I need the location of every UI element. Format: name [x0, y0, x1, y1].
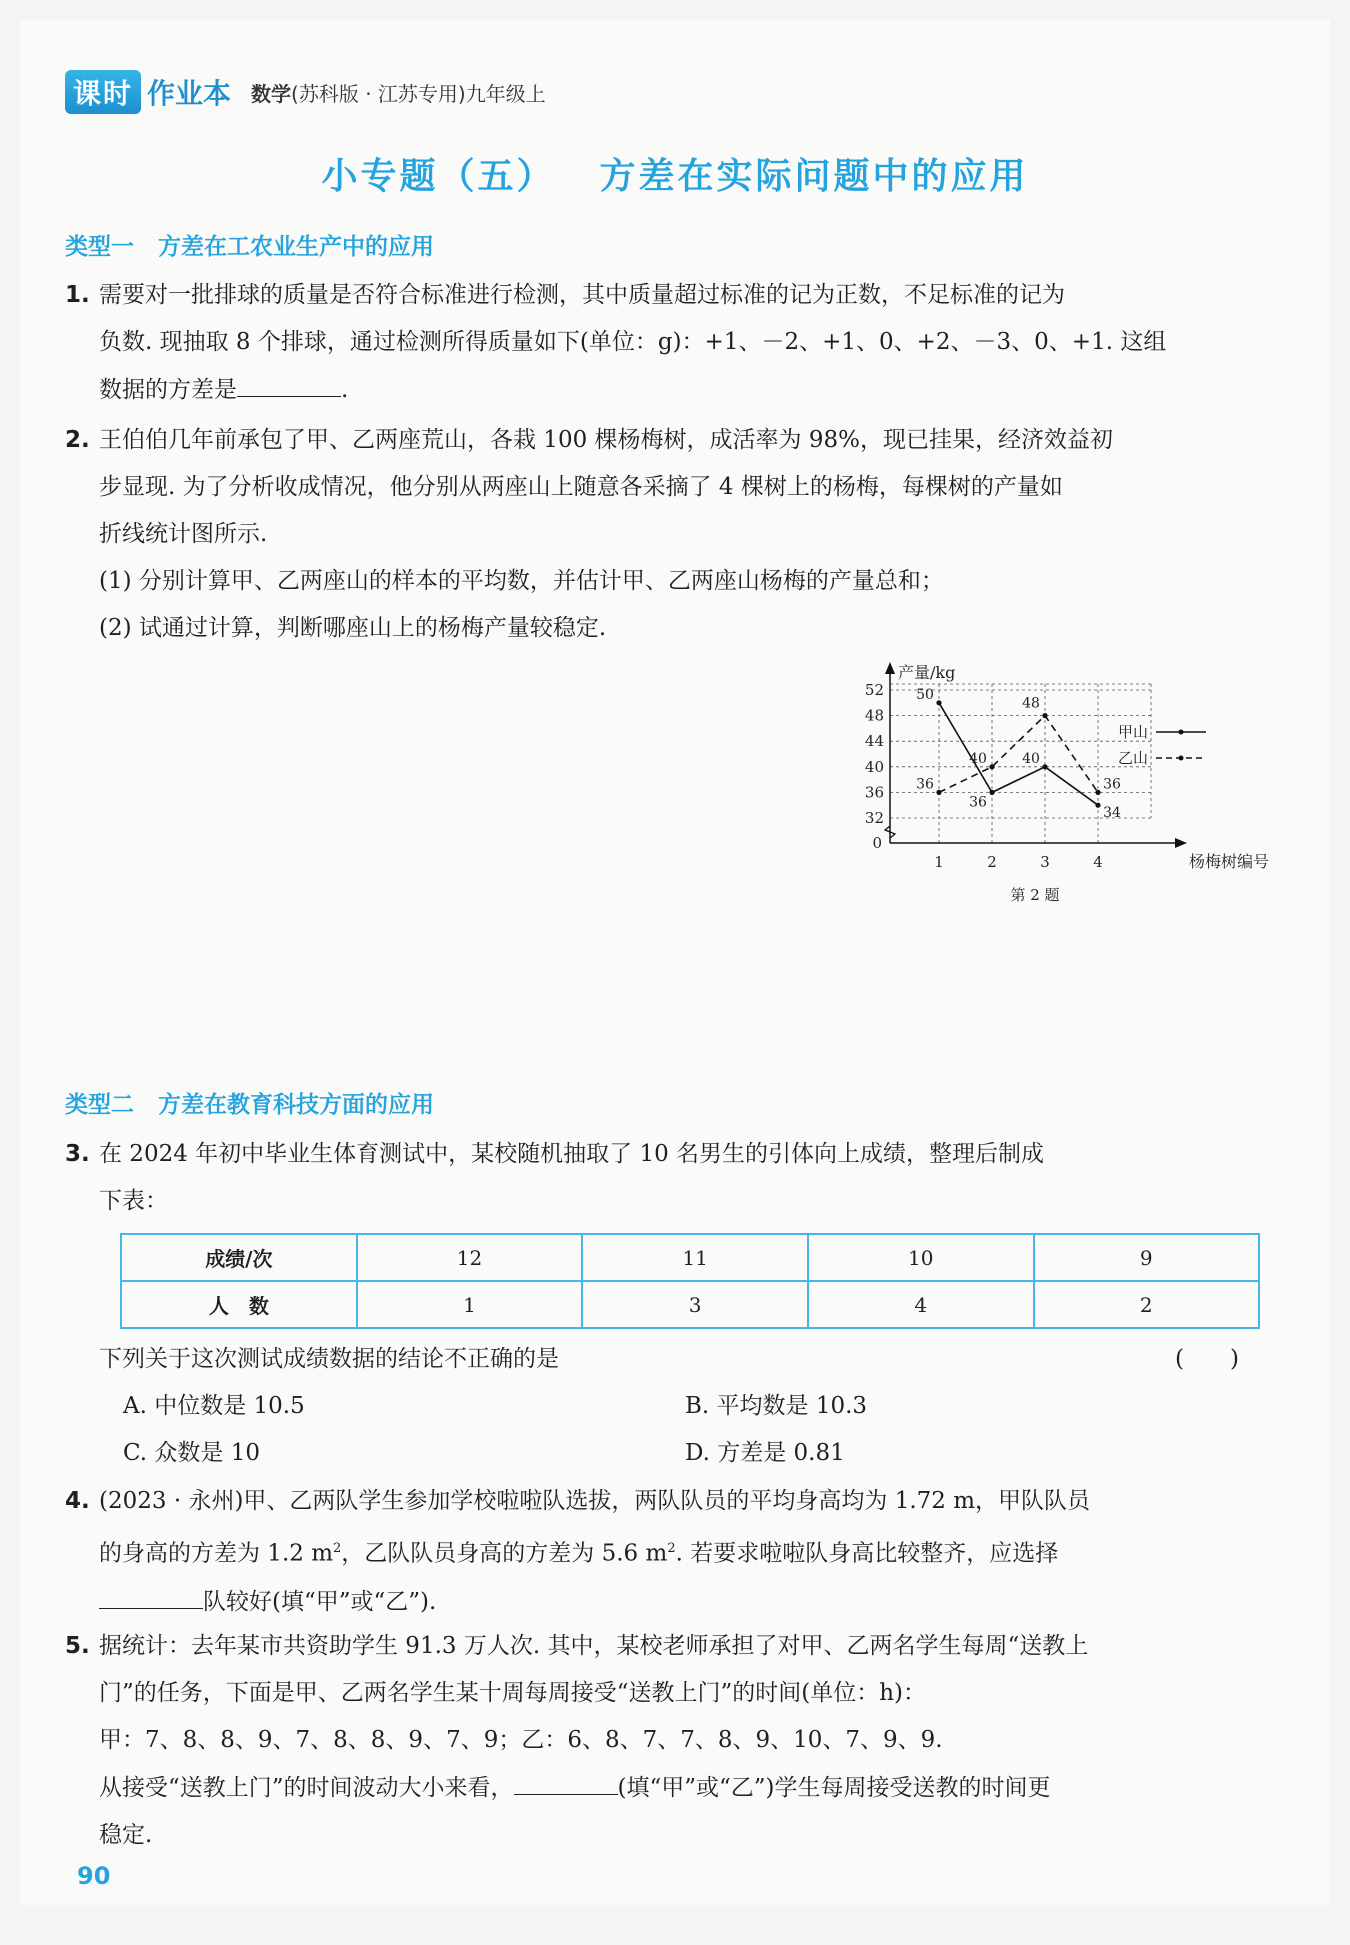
subject: 数学: [251, 81, 292, 106]
x-tick-label: 2: [987, 853, 997, 871]
chart-canvas: [850, 660, 1270, 910]
question-5: [65, 1623, 1265, 1859]
data-point: [1095, 803, 1100, 808]
question-line: 在 2024 年初中毕业生体育测试中，某校随机抽取了 10 名男生的引体向上成绩，整理后制成: [99, 1141, 1045, 1167]
question-number: 1.: [65, 282, 90, 308]
page-header: [65, 70, 546, 114]
y-axis-title: 产量/kg: [898, 663, 956, 682]
sub-question-2: (2) 试通过计算，判断哪座山上的杨梅产量较稳定.: [99, 615, 607, 641]
section-heading-1: [65, 228, 434, 261]
table-row: [121, 1281, 1259, 1328]
answer-blank[interactable]: [99, 1578, 203, 1609]
data-point: [989, 764, 994, 769]
workbook-page: [20, 20, 1330, 1905]
question-line: 折线统计图所示.: [99, 521, 268, 547]
question-line: [99, 1525, 1265, 1578]
score-table: [120, 1233, 1260, 1329]
y-tick-label: 36: [864, 783, 884, 802]
y-tick-label: 44: [864, 732, 884, 751]
question-line: 甲：7、8、8、9、7、8、8、9、7、9；乙：6、8、7、7、8、9、10、7、9、9.: [99, 1727, 943, 1753]
question-number: 3.: [65, 1141, 90, 1167]
option-d[interactable]: D. 方差是 0.81: [685, 1440, 845, 1466]
edition: (苏科版 · 江苏专用)九年级上: [291, 81, 546, 106]
x-tick-label: 1: [934, 853, 944, 871]
data-label: 36: [1103, 776, 1121, 793]
y-tick-label: 48: [864, 706, 884, 725]
option-c[interactable]: C. 众数是 10: [123, 1440, 260, 1466]
y-tick-label: 40: [864, 757, 884, 776]
sub-question-1: (1) 分别计算甲、乙两座山的样本的平均数，并估计甲、乙两座山杨梅的产量总和；: [99, 568, 944, 594]
question-line: 需要对一批排球的质量是否符合标准进行检测，其中质量超过标准的记为正数，不足标准的记为: [99, 282, 1065, 308]
legend-marker: [1179, 730, 1184, 735]
origin-label: 0: [872, 834, 882, 852]
table-cell: 12: [357, 1234, 583, 1281]
chart-caption: 第 2 题: [1010, 886, 1060, 904]
question-line: 据统计：去年某市共资助学生 91.3 万人次. 其中，某校老师承担了对甲、乙两名学生每周“送教上: [99, 1633, 1089, 1659]
question-line: 门”的任务，下面是甲、乙两名学生某十周每周接受“送教上门”的时间(单位：h)：: [99, 1680, 927, 1706]
data-point: [1095, 790, 1100, 795]
section-text: 方差在工农业生产中的应用: [158, 234, 434, 260]
table-row: [121, 1234, 1259, 1281]
section-label: 类型二: [65, 1092, 134, 1118]
table-header-cell: 成绩/次: [121, 1234, 357, 1281]
table-cell: 11: [582, 1234, 808, 1281]
superscript: 2: [333, 1541, 342, 1556]
title-topic-number: 小专题（五）: [321, 156, 556, 197]
question-line: 稳定.: [99, 1822, 153, 1848]
y-axis-arrow: [885, 662, 895, 674]
question-number: 5.: [65, 1633, 90, 1659]
data-label: 36: [969, 794, 987, 811]
data-label: 40: [1022, 750, 1040, 767]
legend-label: 乙山: [1118, 749, 1149, 767]
superscript: 2: [667, 1541, 676, 1556]
answer-blank[interactable]: [237, 366, 341, 397]
brand-logo: 课时: [65, 70, 141, 114]
data-point: [936, 790, 941, 795]
question-4: [65, 1478, 1265, 1626]
y-tick-label: 32: [864, 809, 884, 827]
legend-label: 甲山: [1118, 723, 1149, 741]
table-cell: 3: [582, 1281, 808, 1328]
x-axis-title: 杨梅树编号: [1189, 852, 1270, 871]
page-title: [20, 148, 1330, 199]
data-point: [936, 700, 941, 705]
question-line: 负数. 现抽取 8 个排球，通过检测所得质量如下(单位：g)：+1、－2、+1、0、+2、－3、0、+1. 这组: [99, 329, 1167, 355]
data-label: 50: [916, 686, 934, 703]
question-line: [99, 1764, 1265, 1812]
data-point: [1042, 713, 1047, 718]
question-text: 队较好(填“甲”或“乙”).: [203, 1588, 437, 1615]
x-tick-label: 4: [1093, 853, 1103, 871]
data-point: [989, 790, 994, 795]
legend-marker: [1179, 756, 1184, 761]
data-label: 36: [916, 776, 934, 793]
data-label: 40: [969, 750, 987, 767]
question-1: [65, 272, 1265, 414]
question-text: 的身高的方差为 1.2 m: [99, 1540, 334, 1567]
question-line: 下表：: [99, 1188, 168, 1214]
table-cell: 9: [1034, 1234, 1259, 1281]
subject-label: [251, 78, 546, 107]
question-2: [65, 417, 1265, 652]
question-text: 数据的方差是: [99, 377, 237, 403]
question-text: ，乙队队员身高的方差为 5.6 m: [341, 1540, 668, 1567]
question-3-stem: 下列关于这次测试成绩数据的结论不正确的是: [99, 1346, 559, 1372]
series-line-1: [939, 703, 1098, 805]
option-a[interactable]: A. 中位数是 10.5: [123, 1393, 305, 1419]
x-axis-arrow: [1175, 838, 1187, 848]
table-cell: 2: [1034, 1281, 1259, 1328]
question-line: [99, 366, 1265, 414]
table-cell: 1: [357, 1281, 583, 1328]
title-topic-name: 方差在实际问题中的应用: [599, 156, 1029, 197]
question-text: (填“甲”或“乙”)学生每周接受送教的时间更: [617, 1775, 1051, 1801]
table-cell: 10: [808, 1234, 1034, 1281]
series-line-2: [939, 716, 1098, 793]
brand-name: 作业本: [147, 77, 232, 110]
data-label: 34: [1103, 805, 1121, 822]
table-cell: 4: [808, 1281, 1034, 1328]
question-line: 王伯伯几年前承包了甲、乙两座荒山，各栽 100 棵杨梅树，成活率为 98%，现已挂果，经济效益初: [99, 427, 1113, 453]
question-line: 步显现. 为了分析收成情况，他分别从两座山上随意各采摘了 4 棵树上的杨梅，每棵树的产量如: [99, 474, 1063, 500]
data-point: [1042, 764, 1047, 769]
answer-blank[interactable]: [514, 1764, 618, 1795]
option-b[interactable]: B. 平均数是 10.3: [685, 1393, 868, 1419]
section-text: 方差在教育科技方面的应用: [158, 1092, 434, 1118]
question-number: 4.: [65, 1488, 90, 1514]
question-3: [65, 1131, 1265, 1225]
question-text: .: [341, 377, 349, 403]
yield-line-chart: [850, 660, 1270, 914]
data-label: 48: [1022, 695, 1040, 712]
question-text: . 若要求啦啦队身高比较整齐，应选择: [675, 1540, 1059, 1567]
page-number: 90: [77, 1862, 111, 1890]
answer-parentheses[interactable]: ( ): [1175, 1346, 1239, 1372]
question-number: 2.: [65, 427, 90, 453]
question-text: 从接受“送教上门”的时间波动大小来看，: [99, 1775, 514, 1801]
section-label: 类型一: [65, 234, 134, 260]
x-tick-label: 3: [1040, 853, 1050, 871]
section-heading-2: [65, 1086, 434, 1119]
table-header-cell: 人 数: [121, 1281, 357, 1328]
question-line: (2023 · 永州)甲、乙两队学生参加学校啦啦队选拔，两队队员的平均身高均为 1.72 m，甲队队员: [99, 1488, 1091, 1514]
question-line: [99, 1578, 1265, 1626]
y-tick-label: 52: [864, 681, 884, 699]
